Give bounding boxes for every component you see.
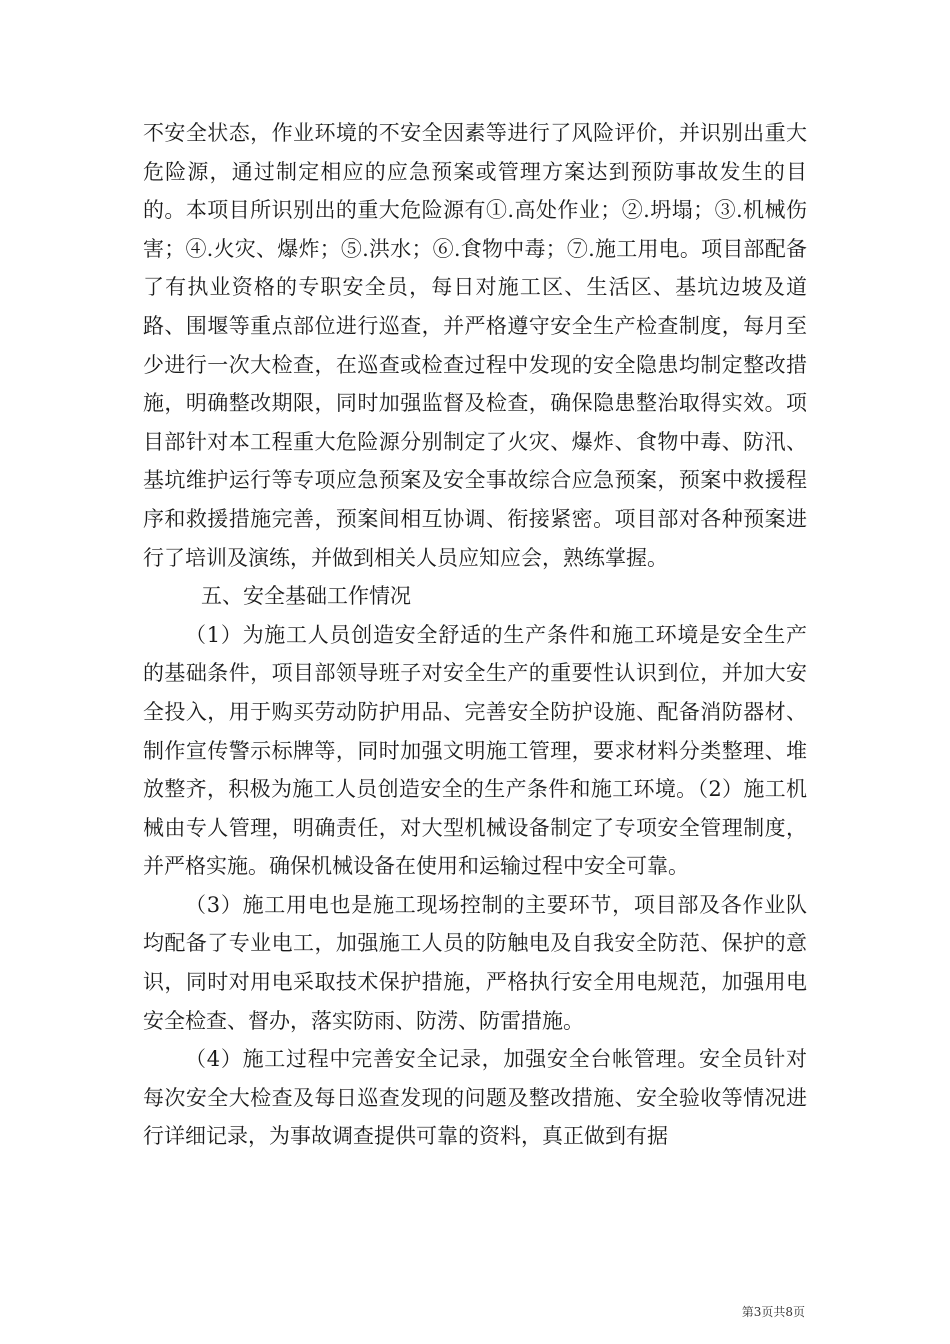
document-body <box>143 114 807 1156</box>
paragraph-risk-assessment: 不安全状态，作业环境的不安全因素等进行了风险评价，并识别出重大危险源，通过制定相应的应急预案或管理方案达到预防事故发生的目的。本项目所识别出的重大危险源有①.高处作业；②.坍塌；③.机械伤害；④.火灾、爆炸；⑤.洪水；⑥.食物中毒；⑦.施工用电。项目部配备了有执业资格的专职安全员，每日对施工区、生活区、基坑边坡及道路、围堰等重点部位进行巡查，并严格遵守安全生产检查制度，每月至少进行一次大检查，在巡查或检查过程中发现的安全隐患均制定整改措施，明确整改期限，同时加强监督及检查，确保隐患整治取得实效。项目部针对本工程重大危险源分别制定了火灾、爆炸、食物中毒、防汛、基坑维护运行等专项应急预案及安全事故综合应急预案，预案中救援程序和救援措施完善，预案间相互协调、衔接紧密。项目部对各种预案进行了培训及演练，并做到相关人员应知应会，熟练掌握。 <box>143 121 807 570</box>
paragraph-safety-conditions: （1）为施工人员创造安全舒适的生产条件和施工环境是安全生产的基础条件，项目部领导班子对安全生产的重要性认识到位，并加大安全投入，用于购买劳动防护用品、完善安全防护设施、配备消防器材、制作宣传警示标牌等，同时加强文明施工管理，要求材料分类整理、堆放整齐，积极为施工人员创造安全的生产条件和施工环境。（2）施工机械由专人管理，明确责任，对大型机械设备制定了专项安全管理制度，并严格实施。确保机械设备在使用和运输过程中安全可靠。 <box>143 622 807 879</box>
paragraph-electricity-safety: （3）施工用电也是施工现场控制的主要环节，项目部及各作业队均配备了专业电工，加强施工人员的防触电及自我安全防范、保护的意识，同时对用电采取技术保护措施，严格执行安全用电规范，加强用电安全检查、督办，落实防雨、防涝、防雷措施。 <box>143 892 807 1033</box>
page-number-footer: 第3页共8页 <box>741 1305 805 1319</box>
paragraph-safety-records: （4）施工过程中完善安全记录，加强安全台帐管理。安全员针对每次安全大检查及每日巡查发现的问题及整改措施、安全验收等情况进行详细记录，为事故调查提供可靠的资料，真正做到有据 <box>143 1047 807 1149</box>
section-heading-safety-basics: 五、安全基础工作情况 <box>201 584 411 609</box>
